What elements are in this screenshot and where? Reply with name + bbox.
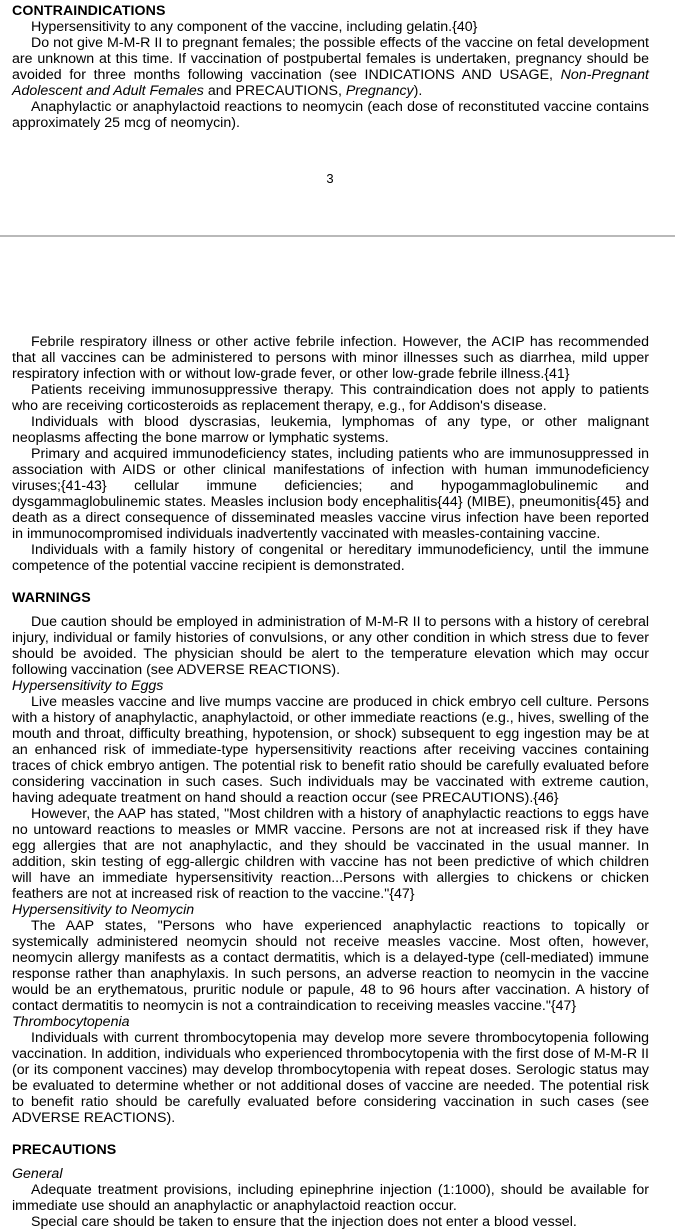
eggs-paragraph-2: However, the AAP has stated, "Most children with a history of anaphylactic reactions to eggs have no untoward reactions to measles or MMR vaccine. Persons are not at increased risk if they have egg allergies that are not anaphylactic, and they should be vaccinated in the usual manner. In addition, skin testing of egg-allergic children with vaccine has not been predictive of which children will have an immediate hypersensitivity reaction...Persons with allergies to chickens or chicken feathers are not at increased risk of reaction to the vaccine."{47} [12,806,649,902]
warnings-intro-paragraph: Due caution should be employed in administration of M-M-R II to persons with a history of cerebral injury, individual or family histories of convulsions, or any other condition in which stress due to fever should be avoided. The physician should be alert to the temperature elevation which may occur following vaccination (see ADVERSE REACTIONS). [12,614,649,678]
contra-paragraph-neomycin: Anaphylactic or anaphylactoid reactions to neomycin (each dose of reconstituted vaccine contains approximately 25 mcg of neomycin). [12,99,649,131]
contra-paragraph-pregnancy: Do not give M-M-R II to pregnant females; the possible effects of the vaccine on fetal development are unknown at this time. If vaccination of postpubertal females is undertaken, pregnancy should be avoided for three months following vaccination (see INDICATIONS AND USAGE, Non-Pregnant Adolescent and Adult Females and PRECAUTIONS, Pregnancy). [12,35,649,99]
contra-paragraph-immunodeficiency: Primary and acquired immunodeficiency states, including patients who are immunosuppressed in association with AIDS or other clinical manifestations of infection with human immunodeficiency viruses;{41-43} cellular immune deficiencies; and hypogammaglobulinemic and dysgammaglobulinemic states. Measles inclusion body encephalitis{44} (MIBE), pneumonitis{45} and death as a direct consequence of disseminated measles vaccine virus infection have been reported in immunocompromised individuals inadvertently vaccinated with measles-containing vaccine. [12,446,649,542]
page-number: 3 [326,171,334,186]
document-page-1 [12,3,649,131]
neomycin-subheading: Hypersensitivity to Neomycin [12,902,195,918]
neomycin-paragraph: The AAP states, "Persons who have experienced anaphylactic reactions to topically or systemically administered neomycin should not receive measles vaccine. Most often, however, neomycin allergy manifests as a contact dermatitis, which is a delayed-type (cell-mediated) immune response rather than anaphylaxis. In such persons, an adverse reaction to neomycin in the vaccine would be an erythematous, pruritic nodule or papule, 48 to 96 hours after vaccination. A history of contact dermatitis to neomycin is not a contraindication to receiving measles vaccine."{47} [12,918,649,1014]
precautions-heading: PRECAUTIONS [12,1142,117,1158]
warnings-heading: WARNINGS [12,590,91,606]
thrombocytopenia-subheading: Thrombocytopenia [12,1014,130,1030]
contra-paragraph-gelatin: Hypersensitivity to any component of the vaccine, including gelatin.{40} [31,19,478,35]
eggs-subheading: Hypersensitivity to Eggs [12,678,164,694]
eggs-paragraph-1: Live measles vaccine and live mumps vaccine are produced in chick embryo cell culture. Persons with a history of anaphylactic, anaphylactoid, or other immediate reactions (e.g., hives, swelling of the mouth and throat, difficulty breathing, hypotension, or shock) subsequent to egg ingestion may be at an enhanced risk of immediate-type hypersensitivity reactions after receiving vaccines containing traces of chick embryo antigen. The potential risk to benefit ratio should be carefully evaluated before considering vaccination in such cases. Such individuals may be vaccinated with extreme caution, having adequate treatment on hand should a reaction occur (see PRECAUTIONS).{46} [12,694,649,806]
contra-paragraph-immunosuppressive: Patients receiving immunosuppressive therapy. This contraindication does not apply to patients who are receiving corticosteroids as replacement therapy, e.g., for Addison's disease. [12,382,649,414]
general-paragraph-1: Adequate treatment provisions, including epinephrine injection (1:1000), should be available for immediate use should an anaphylactic or anaphylactoid reaction occur. [12,1182,649,1214]
thrombocytopenia-paragraph: Individuals with current thrombocytopenia may develop more severe thrombocytopenia following vaccination. In addition, individuals who experienced thrombocytopenia with the first dose of M-M-R II (or its component vaccines) may develop thrombocytopenia with repeat doses. Serologic status may be evaluated to determine whether or not additional doses of vaccine are needed. The potential risk to benefit ratio should be carefully evaluated before considering vaccination in such cases (see ADVERSE REACTIONS). [12,1030,649,1126]
document-page-2 [12,334,649,1230]
contraindications-heading: CONTRAINDICATIONS [12,3,166,19]
general-paragraph-2: Special care should be taken to ensure that the injection does not enter a blood vessel. [31,1214,577,1230]
page-divider [0,235,675,237]
contra-paragraph-febrile: Febrile respiratory illness or other active febrile infection. However, the ACIP has recommended that all vaccines can be administered to persons with minor illnesses such as diarrhea, mild upper respiratory infection with or without low-grade fever, or other low-grade febrile illness.{41} [12,334,649,382]
general-subheading: General [12,1166,63,1182]
contra-paragraph-dyscrasias: Individuals with blood dyscrasias, leukemia, lymphomas of any type, or other malignant neoplasms affecting the bone marrow or lymphatic systems. [12,414,649,446]
contra-paragraph-family-history: Individuals with a family history of congenital or hereditary immunodeficiency, until the immune competence of the potential vaccine recipient is demonstrated. [12,542,649,574]
